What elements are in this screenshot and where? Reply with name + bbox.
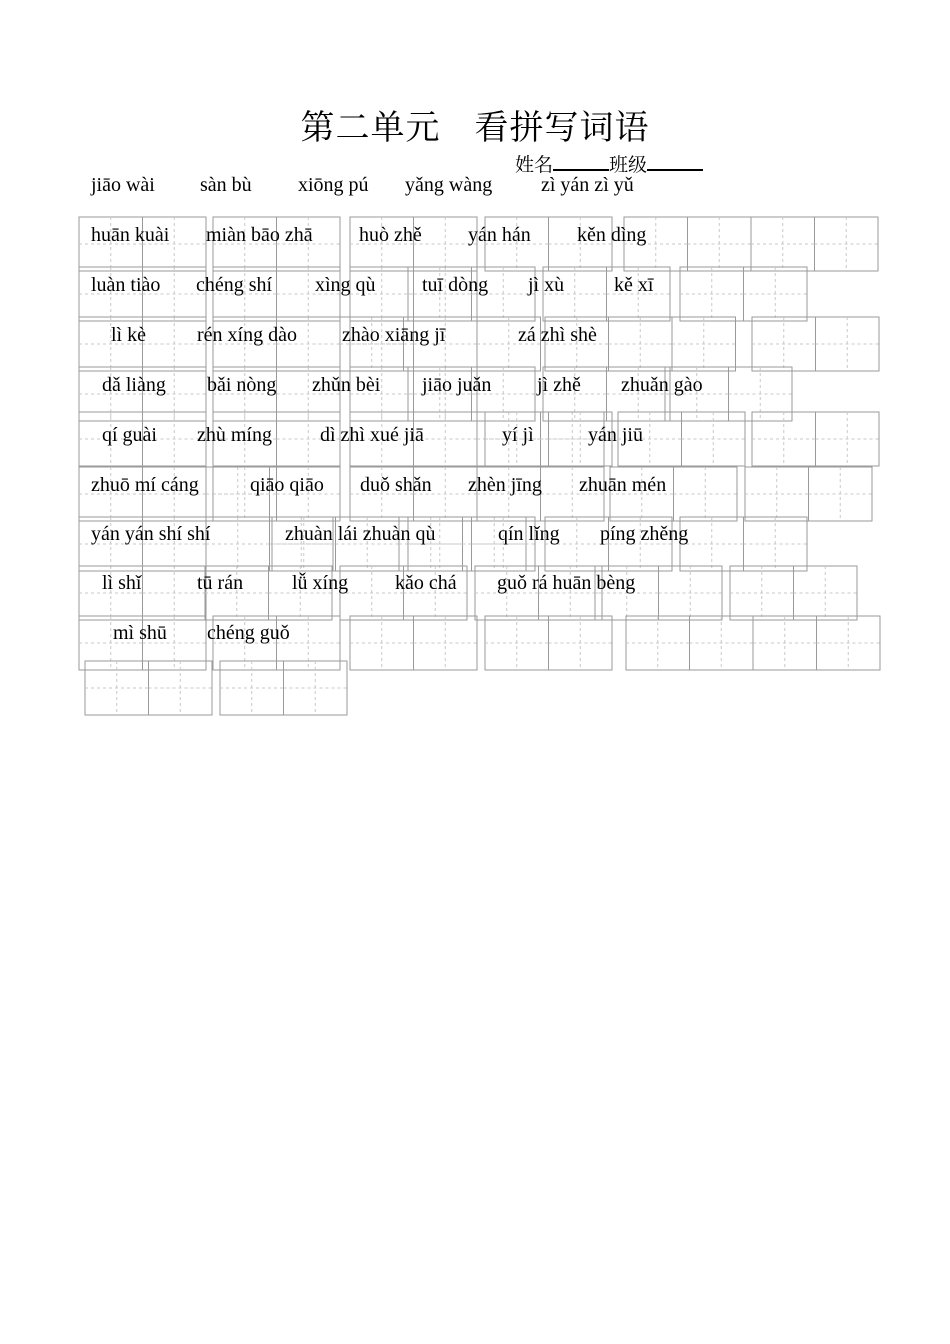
task-title: 看拼写词语 <box>474 108 650 148</box>
pinyin-word: duǒ shǎn <box>360 474 432 496</box>
pinyin-word: zhào xiāng jī <box>342 324 446 346</box>
pinyin-word: dì zhì xué jiā <box>320 424 424 446</box>
pinyin-word: zhuān mén <box>579 474 667 496</box>
pinyin-word: zhǔn bèi <box>312 374 381 396</box>
pinyin-word: rén xíng dào <box>197 324 297 346</box>
pinyin-word: yí jì <box>502 424 534 446</box>
pinyin-word: jiāo juǎn <box>422 374 492 396</box>
pinyin-word: zhù míng <box>197 424 272 446</box>
pinyin-word: dǎ liàng <box>102 374 166 396</box>
pinyin-word: xìng qù <box>315 274 376 296</box>
pinyin-word: qí guài <box>102 424 157 446</box>
pinyin-word: tū rán <box>197 572 244 594</box>
pinyin-word: tuī dòng <box>422 274 489 296</box>
pinyin-word: miàn bāo zhā <box>206 224 313 246</box>
pinyin-word: huò zhě <box>359 224 422 246</box>
pinyin-word: qín lǐng <box>498 523 560 545</box>
pinyin-word: yán jiū <box>588 424 643 446</box>
pinyin-word: bǎi nòng <box>207 374 277 396</box>
pinyin-word: guǒ rá huān bèng <box>497 572 636 594</box>
pinyin-word: zhèn jīng <box>468 474 542 496</box>
pinyin-word: luàn tiào <box>91 274 161 296</box>
pinyin-word: zì yán zì yǔ <box>541 174 634 196</box>
pinyin-word: chéng shí <box>196 274 273 296</box>
pinyin-word: kě xī <box>614 274 654 296</box>
pinyin-word: sàn bù <box>200 174 252 196</box>
pinyin-word: zhuàn lái zhuàn qù <box>285 523 436 545</box>
pinyin-word: mì shū <box>113 622 167 644</box>
pinyin-word: xiōng pú <box>298 174 369 196</box>
name-label: 姓名 <box>515 154 554 176</box>
pinyin-word: yán yán shí shí <box>91 523 211 545</box>
pinyin-word: lǚ xíng <box>292 572 349 594</box>
pinyin-word: jì zhě <box>537 374 581 396</box>
pinyin-word: zhuǎn gào <box>621 374 703 396</box>
unit-title: 第二单元 <box>300 108 441 148</box>
pinyin-word: chéng guǒ <box>207 622 290 644</box>
pinyin-word: huān kuài <box>91 224 170 246</box>
pinyin-word: qiāo qiāo <box>250 474 324 496</box>
pinyin-word: lì shǐ <box>102 572 142 594</box>
pinyin-word: yǎng wàng <box>405 174 493 196</box>
pinyin-word: zá zhì shè <box>518 324 597 346</box>
pinyin-word: lì kè <box>111 324 146 346</box>
pinyin-word: kěn dìng <box>577 224 647 246</box>
pinyin-word: jì xù <box>528 274 565 296</box>
pinyin-word: píng zhěng <box>600 523 689 545</box>
pinyin-word: yán hán <box>468 224 531 246</box>
pinyin-word: jiāo wài <box>91 174 155 196</box>
pinyin-word: zhuō mí cáng <box>91 474 199 496</box>
pinyin-word: kǎo chá <box>395 572 457 594</box>
class-label: 班级 <box>609 154 648 176</box>
